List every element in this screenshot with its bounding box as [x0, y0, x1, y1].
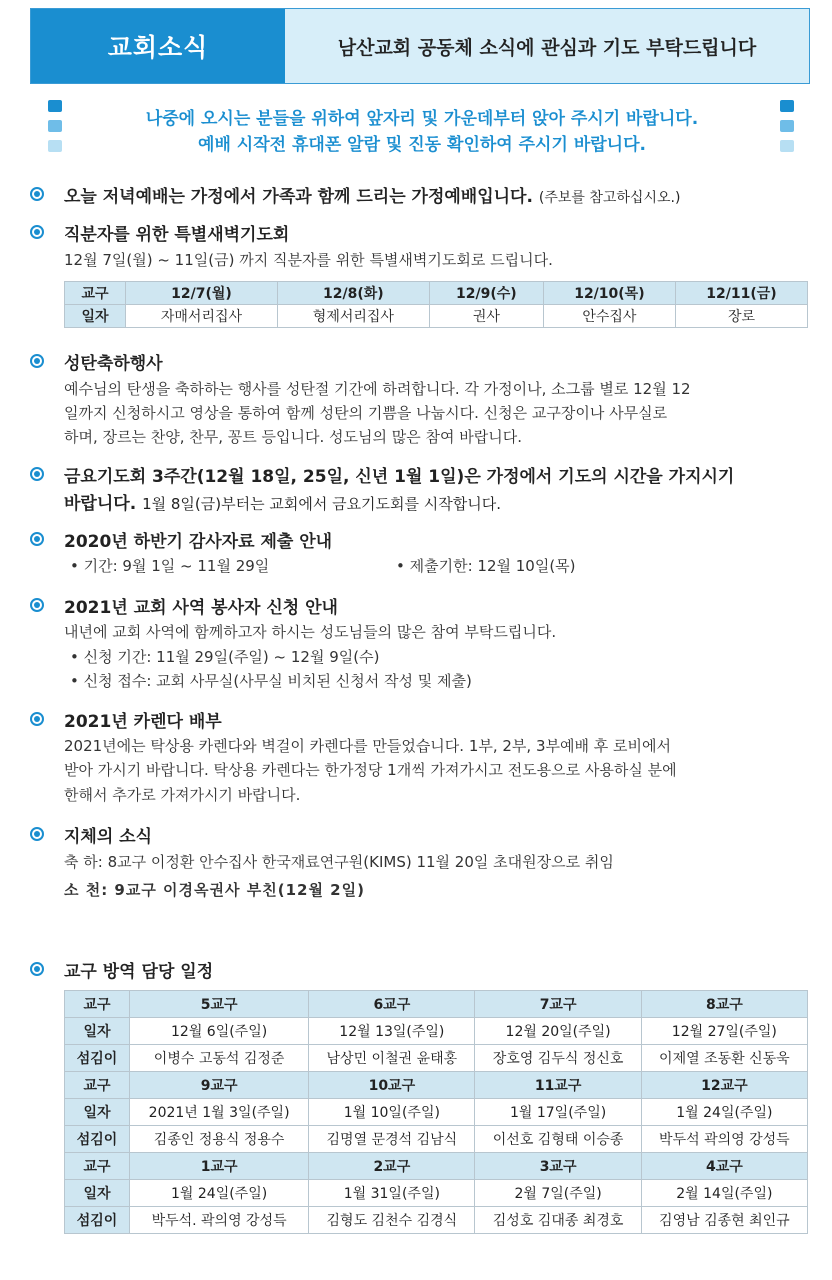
- calendar-title: 2021년 카렌다 배부: [64, 712, 222, 732]
- christmas-title: 성탄축하행사: [64, 354, 163, 374]
- calendar-line-3: 한해서 추가로 가져가시기 바랍니다.: [64, 786, 301, 804]
- row-label: 섬김이: [65, 1207, 130, 1234]
- table-cell: 이선호 김형태 이승종: [475, 1126, 641, 1153]
- item-title: [64, 182, 680, 207]
- audit-title: 2020년 하반기 감사자료 제출 안내: [64, 532, 333, 552]
- notice-line-2: 예배 시작전 휴대폰 알람 및 진동 확인하여 주시기 바랍니다.: [198, 135, 646, 155]
- table-cell: 12/9(수): [429, 282, 543, 305]
- table-cell: 5교구: [130, 991, 309, 1018]
- table-cell: 12교구: [641, 1072, 807, 1099]
- row-label: 교구: [65, 1153, 130, 1180]
- bullet-icon: [30, 598, 44, 612]
- row-label: 일자: [65, 1099, 130, 1126]
- table-cell: 12월 20일(주일): [475, 1018, 641, 1045]
- members-congrats: 축 하: 8교구 이정환 안수집사 한국재료연구원(KIMS) 11월 20일 초대원장으로 취임: [64, 853, 614, 871]
- volunteer-title: 2021년 교회 사역 봉사자 신청 안내: [64, 598, 338, 618]
- table-cell: 2교구: [309, 1153, 475, 1180]
- bullet-icon: [30, 187, 44, 201]
- calendar-line-1: 2021년에는 탁상용 카렌다와 벽걸이 카렌다를 만들었습니다. 1부, 2부, 3부예배 후 로비에서: [64, 737, 671, 755]
- members-condolence: 소 천: 9교구 이경옥권사 부친(12월 2일): [64, 881, 365, 899]
- table-cell: 2021년 1월 3일(주일): [130, 1099, 309, 1126]
- table-cell: 12월 27일(주일): [641, 1018, 807, 1045]
- evening-note: (주보를 참고하십시오.): [538, 190, 681, 206]
- quarantine-title: 교구 방역 담당 일정: [64, 962, 214, 982]
- table-row: [65, 1018, 808, 1045]
- table-cell: 박두석. 곽의영 강성득: [130, 1207, 309, 1234]
- section-title: 교회소식: [31, 9, 285, 83]
- table-row: [65, 1126, 808, 1153]
- volunteer-line-3: • 신청 접수: 교회 사무실(사무실 비치된 신청서 작성 및 제출): [70, 672, 472, 690]
- friday-title-2: 바랍니다.: [64, 494, 137, 514]
- row-label: 섬김이: [65, 1126, 130, 1153]
- table-cell: 11교구: [475, 1072, 641, 1099]
- table-cell: 4교구: [641, 1153, 807, 1180]
- table-cell: 1월 31일(주일): [309, 1180, 475, 1207]
- table-cell: 김형도 김천수 김경식: [309, 1207, 475, 1234]
- table-cell: 장로: [675, 305, 807, 328]
- table-cell: 1월 17일(주일): [475, 1099, 641, 1126]
- table-row: [65, 1180, 808, 1207]
- table-cell: 권사: [429, 305, 543, 328]
- bullet-icon: [30, 225, 44, 239]
- table-row: [65, 282, 808, 305]
- table-cell: 7교구: [475, 991, 641, 1018]
- table-row: [65, 991, 808, 1018]
- volunteer-line-2: • 신청 기간: 11월 29일(주일) ~ 12월 9일(수): [70, 648, 380, 666]
- table-cell: 2월 7일(주일): [475, 1180, 641, 1207]
- members-title: 지체의 소식: [64, 827, 153, 847]
- friday-title-2-row: [64, 489, 501, 514]
- table-cell: 12/7(월): [126, 282, 278, 305]
- friday-note: 1월 8일(금)부터는 교회에서 금요기도회를 시작합니다.: [142, 495, 502, 513]
- dawn-title: 직분자를 위한 특별새벽기도회: [64, 225, 290, 245]
- quarantine-table: [64, 990, 808, 1234]
- table-row: [65, 1099, 808, 1126]
- table-cell: 이제열 조동환 신동욱: [641, 1045, 807, 1072]
- table-row: [65, 1153, 808, 1180]
- table-cell: 2월 14일(주일): [641, 1180, 807, 1207]
- table-cell: 1월 24일(주일): [130, 1180, 309, 1207]
- audit-deadline: • 제출기한: 12월 10일(목): [396, 557, 576, 575]
- volunteer-line-1: 내년에 교회 사역에 함께하고자 하시는 성도님들의 많은 참여 부탁드립니다.: [64, 623, 557, 641]
- table-cell: 6교구: [309, 991, 475, 1018]
- row-label: 교구: [65, 1072, 130, 1099]
- bullet-icon: [30, 532, 44, 546]
- table-row: [65, 305, 808, 328]
- table-cell: 장호영 김두식 정신호: [475, 1045, 641, 1072]
- row-label: 일자: [65, 1018, 130, 1045]
- table-cell: 이병수 고동석 김정준: [130, 1045, 309, 1072]
- christmas-line-2: 일까지 신청하시고 영상을 통하여 함께 성탄의 기쁨을 나눕시다. 신청은 교구장이나 사무실로: [64, 404, 668, 422]
- audit-period: • 기간: 9월 1일 ~ 11월 29일: [70, 557, 270, 575]
- dawn-text: 12월 7일(월) ~ 11일(금) 까지 직분자를 위한 특별새벽기도회로 드립니다.: [64, 251, 553, 269]
- bullet-icon: [30, 467, 44, 481]
- table-cell: 12/11(금): [675, 282, 807, 305]
- table-cell: 김성호 김대종 최경호: [475, 1207, 641, 1234]
- row-label: 섬김이: [65, 1045, 130, 1072]
- christmas-line-1: 예수님의 탄생을 축하하는 행사를 성탄절 기간에 하려합니다. 각 가정이나, 소그룹 별로 12월 12: [64, 380, 691, 398]
- notice-line-1: 나중에 오시는 분들을 위하여 앞자리 및 가운데부터 앉아 주시기 바랍니다.: [145, 109, 699, 129]
- table-cell: 1월 10일(주일): [309, 1099, 475, 1126]
- table-cell: 8교구: [641, 991, 807, 1018]
- table-cell: 9교구: [130, 1072, 309, 1099]
- table-row: [65, 1045, 808, 1072]
- table-cell: 김영남 김종현 최인규: [641, 1207, 807, 1234]
- row-label: 교구: [65, 991, 130, 1018]
- calendar-line-2: 받아 가시기 바랍니다. 탁상용 카렌다는 한가정당 1개씩 가져가시고 전도용으로 사용하실 분에: [64, 761, 677, 779]
- bullet-icon: [30, 712, 44, 726]
- dawn-table: [64, 281, 808, 328]
- bullet-icon: [30, 354, 44, 368]
- notice-box: [46, 100, 798, 156]
- table-cell: 1교구: [130, 1153, 309, 1180]
- row-label: 교구: [65, 282, 126, 305]
- table-cell: 12월 13일(주일): [309, 1018, 475, 1045]
- table-cell: 12/8(화): [277, 282, 429, 305]
- evening-title: 오늘 저녁예배는 가정에서 가족과 함께 드리는 가정예배입니다.: [64, 187, 533, 207]
- table-cell: 안수집사: [543, 305, 675, 328]
- table-cell: 1월 24일(주일): [641, 1099, 807, 1126]
- table-cell: 10교구: [309, 1072, 475, 1099]
- bullet-icon: [30, 827, 44, 841]
- christmas-line-3: 하며, 장르는 찬양, 찬무, 꽁트 등입니다. 성도님의 많은 참여 바랍니다.: [64, 428, 522, 446]
- table-cell: 3교구: [475, 1153, 641, 1180]
- row-label: 일자: [65, 1180, 130, 1207]
- table-cell: 형제서리집사: [277, 305, 429, 328]
- table-cell: 자매서리집사: [126, 305, 278, 328]
- section-subtitle: 남산교회 공동체 소식에 관심과 기도 부탁드립니다: [337, 36, 757, 59]
- row-label: 일자: [65, 305, 126, 328]
- table-row: [65, 1072, 808, 1099]
- table-cell: 12/10(목): [543, 282, 675, 305]
- table-cell: 김종인 정용식 정용수: [130, 1126, 309, 1153]
- table-cell: 12월 6일(주일): [130, 1018, 309, 1045]
- table-cell: 김명열 문경석 김남식: [309, 1126, 475, 1153]
- table-row: [65, 1207, 808, 1234]
- section-header: [30, 8, 810, 84]
- bullet-icon: [30, 962, 44, 976]
- table-cell: 남상민 이철권 윤태홍: [309, 1045, 475, 1072]
- table-cell: 박두석 곽의영 강성득: [641, 1126, 807, 1153]
- friday-title-1: 금요기도회 3주간(12월 18일, 25일, 신년 1월 1일)은 가정에서 기도의 시간을 가지시기: [64, 467, 735, 487]
